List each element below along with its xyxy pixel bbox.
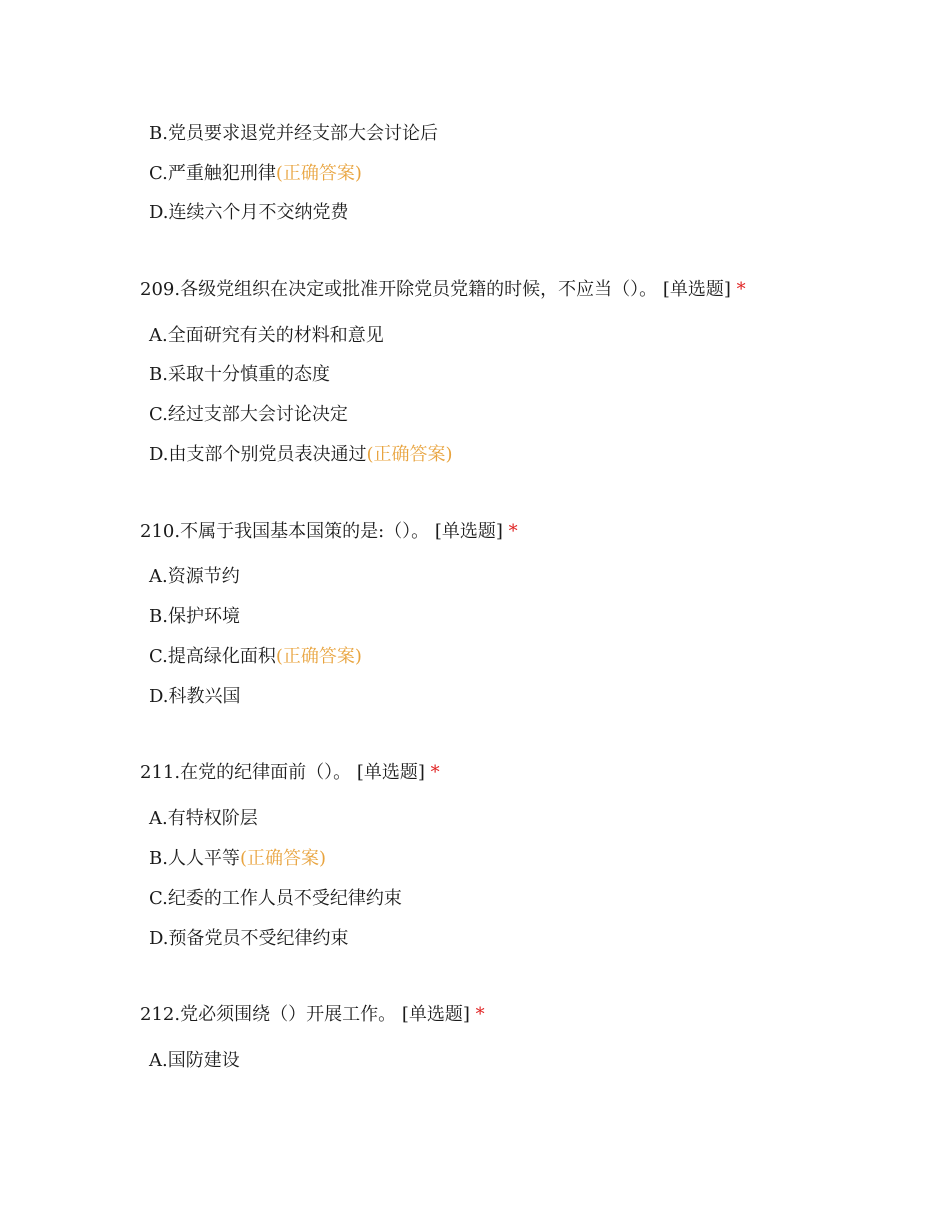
option-text: D.连续六个月不交纳党费 (149, 202, 349, 223)
option-209-d[interactable] (149, 443, 453, 467)
option-211-c[interactable] (149, 887, 402, 911)
required-mark: * (430, 762, 440, 783)
correct-answer-tag: (正确答案) (275, 163, 362, 184)
option-209-b[interactable] (149, 363, 330, 387)
option-210-a[interactable] (149, 565, 240, 589)
option-text: B.党员要求退党并经支部大会讨论后 (149, 123, 438, 144)
question-212-title (140, 1003, 485, 1027)
question-text: 212.党必须围绕（）开展工作。 (140, 1004, 397, 1025)
question-type-label: [单选题] (356, 762, 425, 783)
option-text: B.人人平等 (149, 848, 240, 869)
correct-answer-tag: (正确答案) (366, 444, 453, 465)
question-text: 209.各级党组织在决定或批准开除党员党籍的时候，不应当（）。 (140, 279, 658, 300)
option-208-b[interactable] (149, 122, 438, 146)
option-text: C.纪委的工作人员不受纪律约束 (149, 888, 402, 909)
correct-answer-tag: (正确答案) (239, 848, 326, 869)
option-212-a[interactable] (149, 1049, 240, 1073)
question-209-title (140, 278, 746, 302)
correct-answer-tag: (正确答案) (275, 646, 362, 667)
question-210-title (140, 520, 518, 544)
option-208-c[interactable] (149, 162, 362, 186)
question-type-label: [单选题] (662, 279, 731, 300)
option-text: A.有特权阶层 (149, 808, 258, 829)
option-text: C.经过支部大会讨论决定 (149, 404, 348, 425)
required-mark: * (736, 279, 746, 300)
option-text: C.提高绿化面积 (149, 646, 276, 667)
question-type-label: [单选题] (434, 521, 503, 542)
question-text: 210.不属于我国基本国策的是:（）。 (140, 521, 430, 542)
option-text: B.保护环境 (149, 606, 240, 627)
option-text: A.资源节约 (149, 566, 240, 587)
option-211-a[interactable] (149, 807, 258, 831)
option-text: A.国防建设 (149, 1050, 240, 1071)
question-type-label: [单选题] (401, 1004, 470, 1025)
option-210-c[interactable] (149, 645, 362, 669)
required-mark: * (508, 521, 518, 542)
option-211-b[interactable] (149, 847, 326, 871)
option-211-d[interactable] (149, 927, 349, 951)
option-209-c[interactable] (149, 403, 348, 427)
question-text: 211.在党的纪律面前（）。 (140, 762, 352, 783)
option-210-b[interactable] (149, 605, 240, 629)
option-208-d[interactable] (149, 201, 349, 225)
option-210-d[interactable] (149, 685, 241, 709)
option-text: C.严重触犯刑律 (149, 163, 276, 184)
option-text: D.科教兴国 (149, 686, 241, 707)
question-211-title (140, 761, 440, 785)
option-text: D.由支部个别党员表决通过 (149, 444, 367, 465)
option-text: A.全面研究有关的材料和意见 (149, 325, 384, 346)
option-text: B.采取十分慎重的态度 (149, 364, 330, 385)
required-mark: * (475, 1004, 485, 1025)
option-209-a[interactable] (149, 324, 384, 348)
option-text: D.预备党员不受纪律约束 (149, 928, 349, 949)
